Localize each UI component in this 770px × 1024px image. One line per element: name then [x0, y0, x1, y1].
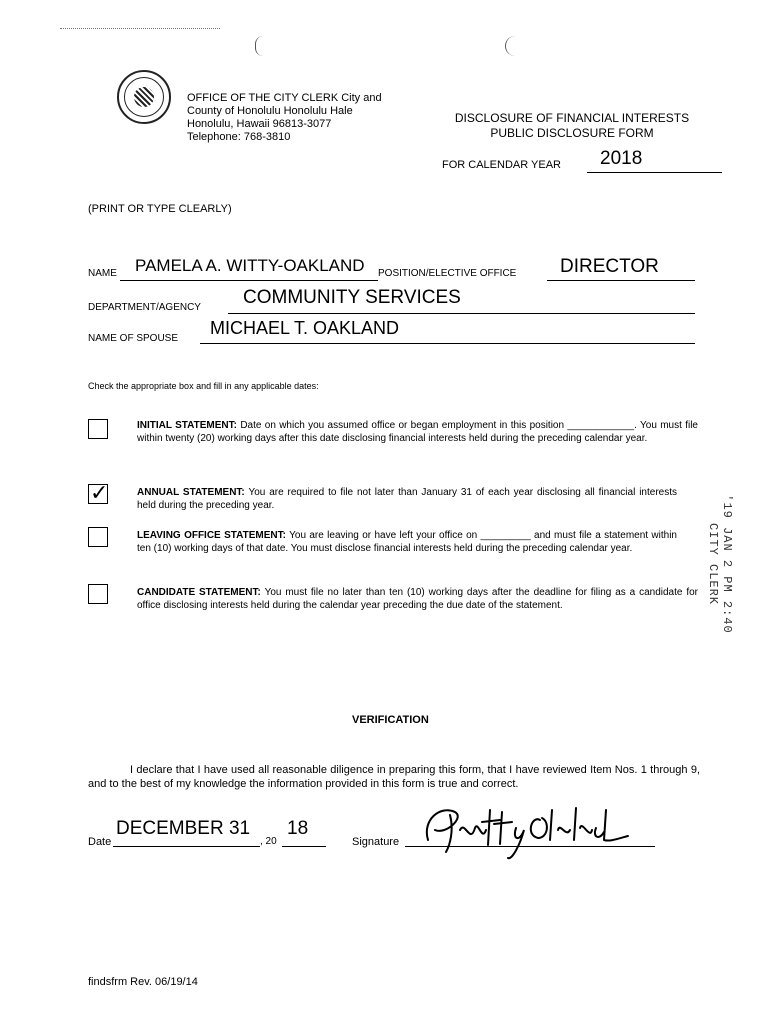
leaving-statement-text: You are leaving or have left your office on _________ and must file a statement within ten (10) working days of that date. You must disclose financial interests held during the preceding calendar year.: [137, 530, 677, 554]
form-revision-footer: findsfrm Rev. 06/19/14: [88, 976, 198, 988]
candidate-statement: [137, 586, 698, 612]
received-stamp: [700, 470, 740, 650]
form-title: [432, 111, 712, 141]
received-stamp-text: '19 JAN 2 PM 2:40 CITY CLERK: [706, 494, 734, 634]
office-line-1: OFFICE OF THE CITY CLERK City and: [187, 92, 382, 104]
signature-image: [420, 800, 630, 860]
date-year-value: 18: [287, 818, 309, 839]
scan-marks: [60, 28, 220, 35]
form-title-line-1: DISCLOSURE OF FINANCIAL INTERESTS: [454, 111, 690, 125]
date-value: DECEMBER 31: [116, 818, 251, 839]
office-line-4: Telephone: 768-3810: [187, 131, 291, 143]
year-underline: [282, 846, 326, 847]
calendar-year-label: FOR CALENDAR YEAR: [442, 159, 561, 171]
print-note: (PRINT OR TYPE CLEARLY): [88, 203, 232, 215]
office-line-3: Honolulu, Hawaii 96813-3077: [187, 118, 332, 130]
verification-heading: VERIFICATION: [352, 714, 429, 726]
candidate-statement-checkbox[interactable]: [88, 584, 108, 604]
city-seal-icon: [117, 70, 171, 124]
candidate-statement-text: You must file no later than ten (10) working days after the deadline for filing as a candidate for office disclosing interests held during the calendar year preceding the due date of the statement.: [137, 587, 699, 611]
leaving-statement-checkbox[interactable]: [88, 527, 108, 547]
form-title-line-2: PUBLIC DISCLOSURE FORM: [490, 126, 654, 140]
initial-statement-checkbox[interactable]: [88, 419, 108, 439]
position-underline: [547, 280, 695, 281]
calendar-year-value: 2018: [600, 148, 643, 169]
annual-statement-title: ANNUAL STATEMENT:: [137, 487, 245, 498]
verification-text: I declare that I have used all reasonable diligence in preparing this form, that I have reviewed Item Nos. 1 through 9, and to the best of my knowledge the information provided in this form is true and correct.: [88, 764, 700, 790]
annual-statement-text: You are required to file not later than January 31 of each year disclosing all financial interests held during the preceding year.: [137, 487, 677, 511]
date-label: Date: [88, 836, 112, 848]
department-value: COMMUNITY SERVICES: [243, 287, 461, 308]
candidate-statement-title: CANDIDATE STATEMENT:: [137, 587, 261, 598]
date-year-prefix: , 20: [260, 836, 277, 847]
spouse-underline: [200, 343, 695, 344]
office-address: [187, 92, 417, 144]
signature-icon: [420, 800, 630, 860]
department-label: DEPARTMENT/AGENCY: [88, 302, 201, 313]
annual-statement-checkbox[interactable]: [88, 480, 109, 505]
office-line-2: County of Honolulu Honolulu Hale: [187, 105, 353, 117]
initial-statement-title: INITIAL STATEMENT:: [137, 420, 237, 431]
position-value: DIRECTOR: [560, 256, 659, 277]
spouse-value: MICHAEL T. OAKLAND: [210, 318, 400, 338]
leaving-statement: [137, 529, 677, 555]
scan-mark-bracket: [255, 36, 264, 56]
initial-statement-text: Date on which you assumed office or began employment in this position ____________. You must file within twenty (20) working days after this date disclosing financial interests held during the preceding calendar year.: [137, 420, 698, 444]
initial-statement: [137, 419, 698, 445]
calendar-year-row: [442, 148, 724, 176]
spouse-label: NAME OF SPOUSE: [88, 333, 179, 344]
name-label: NAME: [88, 268, 117, 279]
calendar-year-underline: [587, 172, 722, 173]
check-instructions: Check the appropriate box and fill in any applicable dates:: [88, 381, 319, 391]
department-underline: [228, 313, 695, 314]
annual-statement: [137, 486, 677, 512]
name-underline: [120, 280, 378, 281]
date-underline: [113, 846, 260, 847]
signature-label: Signature: [352, 836, 400, 848]
checkmark-icon: ✓: [90, 480, 109, 505]
scan-mark-bracket: [505, 36, 516, 56]
position-label: POSITION/ELECTIVE OFFICE: [378, 268, 517, 279]
name-value: PAMELA A. WITTY-OAKLAND: [135, 256, 365, 275]
leaving-statement-title: LEAVING OFFICE STATEMENT:: [137, 530, 286, 541]
